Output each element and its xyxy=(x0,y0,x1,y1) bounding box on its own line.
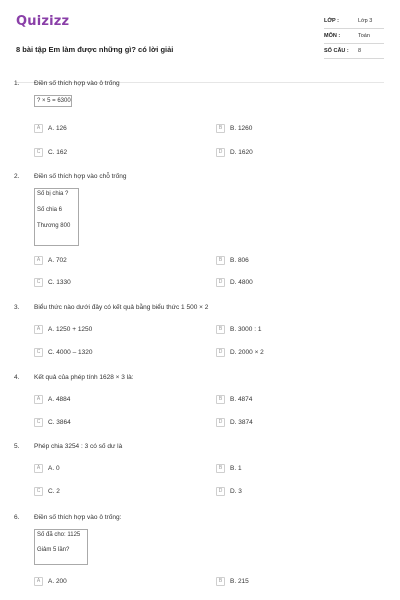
question-number: 5. xyxy=(14,443,20,450)
option-a[interactable] xyxy=(34,463,60,473)
option-letter-badge: C xyxy=(34,148,43,157)
option-label: D. 1620 xyxy=(230,148,253,156)
question-text: Điền số thích hợp vào ô trống: xyxy=(34,514,122,521)
option-a[interactable] xyxy=(34,255,67,265)
option-letter-badge: D xyxy=(216,148,225,157)
option-label: D. 4800 xyxy=(230,278,253,286)
option-letter-badge: A xyxy=(34,124,43,133)
option-label: B. 4874 xyxy=(230,395,253,403)
question-number: 2. xyxy=(14,173,20,180)
option-b[interactable] xyxy=(216,394,252,404)
meta-value: Lớp 3 xyxy=(358,18,373,24)
option-label: B. 3000 : 1 xyxy=(230,325,262,333)
option-b[interactable] xyxy=(216,463,242,473)
question-6 xyxy=(14,514,384,598)
box-line: Số bị chia ? xyxy=(37,191,69,197)
option-label: C. 4000 – 1320 xyxy=(48,348,93,356)
option-c[interactable] xyxy=(34,277,71,287)
option-letter-badge: B xyxy=(216,577,225,586)
option-label: C. 2 xyxy=(48,487,60,495)
option-a[interactable] xyxy=(34,324,92,334)
option-label: A. 200 xyxy=(48,577,67,585)
option-b[interactable] xyxy=(216,576,249,586)
option-letter-badge: A xyxy=(34,395,43,404)
box-line: Thương 800 xyxy=(37,223,71,229)
option-letter-badge: A xyxy=(34,577,43,586)
option-d[interactable] xyxy=(216,417,253,427)
question-4 xyxy=(14,374,384,434)
option-label: A. 0 xyxy=(48,464,60,472)
option-label: A. 1250 + 1250 xyxy=(48,325,93,333)
option-c[interactable] xyxy=(34,147,67,157)
option-letter-badge: D xyxy=(216,418,225,427)
option-label: B. 1260 xyxy=(230,124,253,132)
question-text: Kết quả của phép tính 1628 × 3 là: xyxy=(34,374,134,381)
question-number: 6. xyxy=(14,514,20,521)
option-a[interactable] xyxy=(34,576,67,586)
box-line: ? × 5 = 6300 xyxy=(37,98,71,104)
option-c[interactable] xyxy=(34,486,60,496)
option-letter-badge: B xyxy=(216,464,225,473)
option-label: C. 162 xyxy=(48,148,68,156)
meta-table xyxy=(324,14,384,59)
option-label: D. 3 xyxy=(230,487,242,495)
option-b[interactable] xyxy=(216,255,249,265)
option-label: C. 1330 xyxy=(48,278,71,286)
question-2 xyxy=(14,173,384,293)
meta-row-class xyxy=(324,14,384,29)
option-a[interactable] xyxy=(34,394,70,404)
box-line: Giảm 5 lần? xyxy=(37,547,70,553)
question-box xyxy=(34,188,79,246)
option-letter-badge: D xyxy=(216,278,225,287)
quizizz-logo: Quizizz xyxy=(16,14,70,29)
question-text: Biểu thức nào dưới đây có kết quả bằng biểu thức 1 500 × 2 xyxy=(34,304,209,311)
question-5 xyxy=(14,443,384,503)
option-label: A. 4884 xyxy=(48,395,71,403)
meta-key: SỐ CÂU : xyxy=(324,48,349,54)
option-c[interactable] xyxy=(34,347,92,357)
question-text: Phép chia 3254 : 3 có số dư là xyxy=(34,443,123,450)
option-letter-badge: B xyxy=(216,124,225,133)
option-letter-badge: C xyxy=(34,487,43,496)
option-a[interactable] xyxy=(34,123,67,133)
option-letter-badge: A xyxy=(34,325,43,334)
option-letter-badge: B xyxy=(216,325,225,334)
option-letter-badge: D xyxy=(216,348,225,357)
option-label: B. 215 xyxy=(230,577,249,585)
question-number: 1. xyxy=(14,80,20,87)
meta-row-count xyxy=(324,44,384,59)
question-box xyxy=(34,529,88,565)
option-c[interactable] xyxy=(34,417,71,427)
option-d[interactable] xyxy=(216,147,253,157)
option-label: B. 1 xyxy=(230,464,242,472)
option-d[interactable] xyxy=(216,347,264,357)
question-box xyxy=(34,95,72,107)
option-d[interactable] xyxy=(216,277,253,287)
option-d[interactable] xyxy=(216,486,242,496)
option-label: A. 702 xyxy=(48,256,67,264)
option-label: D. 3874 xyxy=(230,418,253,426)
question-text: Điền số thích hợp vào chỗ trống xyxy=(34,173,127,180)
option-b[interactable] xyxy=(216,324,261,334)
option-letter-badge: B xyxy=(216,256,225,265)
option-label: B. 806 xyxy=(230,256,249,264)
worksheet-header xyxy=(16,14,384,64)
box-line: Số chia 6 xyxy=(37,207,63,213)
box-line: Số đã cho: 1125 xyxy=(37,532,81,538)
meta-value: 8 xyxy=(358,48,362,54)
meta-value: Toán xyxy=(358,33,370,39)
meta-key: LỚP : xyxy=(324,18,339,24)
option-letter-badge: C xyxy=(34,278,43,287)
option-label: A. 126 xyxy=(48,124,67,132)
question-text: Điền số thích hợp vào ô trống xyxy=(34,80,120,87)
question-1 xyxy=(14,80,384,160)
document-title: 8 bài tập Em làm được những gì? có lời giải xyxy=(16,45,174,54)
option-letter-badge: C xyxy=(34,418,43,427)
option-letter-badge: D xyxy=(216,487,225,496)
option-label: D. 2000 × 2 xyxy=(230,348,264,356)
meta-row-subject xyxy=(324,29,384,44)
option-letter-badge: C xyxy=(34,348,43,357)
question-number: 3. xyxy=(14,304,20,311)
question-number: 4. xyxy=(14,374,20,381)
option-letter-badge: A xyxy=(34,464,43,473)
option-letter-badge: A xyxy=(34,256,43,265)
question-3 xyxy=(14,304,384,364)
option-b[interactable] xyxy=(216,123,252,133)
option-label: C. 3864 xyxy=(48,418,71,426)
option-letter-badge: B xyxy=(216,395,225,404)
meta-key: MÔN : xyxy=(324,33,341,39)
